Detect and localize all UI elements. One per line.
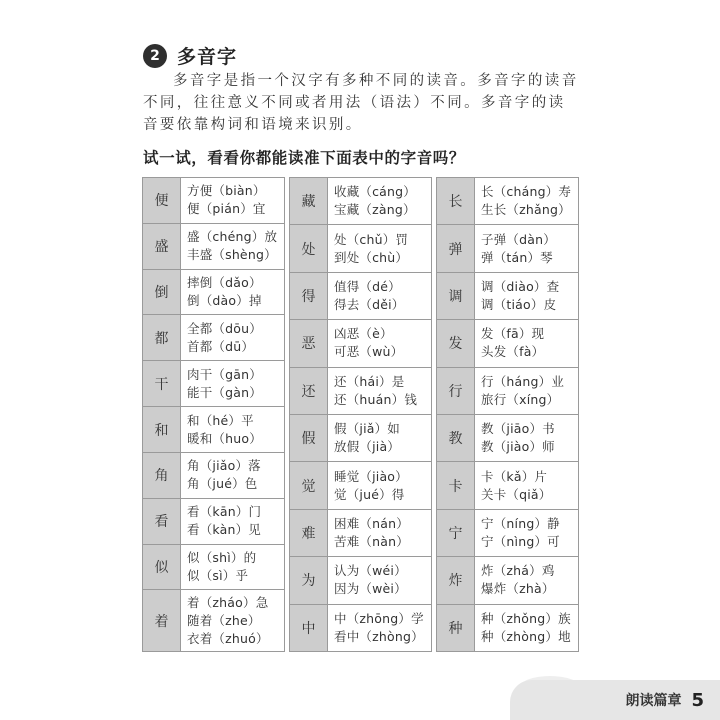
example-word: 首都（dū） [187,338,255,354]
example-word: 种（zhǒng）族 [481,610,571,626]
reading-examples [328,273,431,319]
example-word: 调（diào）查 [481,279,560,295]
example-word: 宁（nìng）可 [481,534,560,550]
reading-examples [475,225,578,271]
polyphone-character: 和 [143,407,181,452]
polyphone-character: 假 [290,415,328,461]
reading-examples [181,407,284,452]
reading-examples [328,415,431,461]
example-word: 教（jiào）师 [481,439,555,455]
table-row [290,368,431,415]
polyphone-character: 教 [437,415,475,461]
polyphone-character: 盛 [143,224,181,269]
polyphone-character: 藏 [290,178,328,224]
table-row [437,557,578,604]
example-word: 倒（dào）掉 [187,293,262,309]
table-column [289,177,432,652]
reading-examples [475,320,578,366]
example-word: 弹（tán）琴 [481,249,553,265]
example-word: 困难（nán） [334,516,409,532]
example-word: 肉干（gān） [187,366,262,382]
exercise-prompt: 试一试，看看你都能读准下面表中的字音吗？ [143,149,466,167]
example-word: 行（háng）业 [481,373,565,389]
example-word: 假（jiǎ）如 [334,421,401,437]
example-word: 卡（kǎ）片 [481,468,548,484]
table-row [290,462,431,509]
table-row [437,178,578,225]
polyphone-character: 恶 [290,320,328,366]
example-word: 生长（zhǎng） [481,202,571,218]
polyphone-character: 种 [437,605,475,651]
example-word: 爆炸（zhà） [481,581,555,597]
example-word: 苦难（nàn） [334,534,409,550]
table-row [143,545,284,591]
example-word: 还（huán）钱 [334,391,418,407]
polyphone-character: 行 [437,368,475,414]
example-word: 中（zhōng）学 [334,610,424,626]
reading-examples [475,415,578,461]
polyphone-character: 似 [143,545,181,590]
polyphone-character: 卡 [437,462,475,508]
example-word: 角（jiǎo）落 [187,458,261,474]
example-word: 还（hái）是 [334,373,405,389]
example-word: 摔倒（dǎo） [187,275,262,291]
reading-examples [181,315,284,360]
reading-examples [475,273,578,319]
example-word: 旅行（xíng） [481,391,560,407]
table-row [143,224,284,270]
reading-examples [328,178,431,224]
table-row [290,225,431,272]
polyphone-character: 便 [143,178,181,223]
table-row [290,273,431,320]
example-word: 看中（zhòng） [334,628,424,644]
table-row [143,178,284,224]
page-footer [510,680,720,720]
example-word: 和（hé）平 [187,412,254,428]
polyphone-character: 还 [290,368,328,414]
polyphone-character: 看 [143,499,181,544]
table-row [437,225,578,272]
table-row [143,270,284,316]
example-word: 值得（dé） [334,279,401,295]
reading-examples [181,590,284,651]
table-row [437,320,578,367]
table-column [436,177,579,652]
reading-examples [181,270,284,315]
example-word: 角（jué）色 [187,476,258,492]
table-row [290,178,431,225]
polyphone-character: 都 [143,315,181,360]
polyphone-character: 处 [290,225,328,271]
reading-examples [181,499,284,544]
example-word: 睡觉（jiào） [334,468,408,484]
example-word: 种（zhòng）地 [481,628,571,644]
polyphone-character: 角 [143,453,181,498]
example-word: 认为（wéi） [334,563,407,579]
example-word: 暖和（huo） [187,430,262,446]
example-word: 处（chǔ）罚 [334,231,409,247]
example-word: 调（tiáo）皮 [481,297,557,313]
polyphone-character: 着 [143,590,181,651]
example-word: 子弹（dàn） [481,231,556,247]
example-word: 觉（jué）得 [334,486,405,502]
example-word: 放假（jià） [334,439,401,455]
reading-examples [475,510,578,556]
example-word: 收藏（cáng） [334,184,416,200]
polyphone-character: 得 [290,273,328,319]
example-word: 长（cháng）寿 [481,184,572,200]
example-word: 关卡（qiǎ） [481,486,552,502]
table-row [437,510,578,557]
table-row [290,605,431,651]
example-word: 看（kàn）见 [187,522,262,538]
example-word: 看（kān）门 [187,504,262,520]
reading-examples [181,361,284,406]
example-word: 宝藏（zàng） [334,202,416,218]
polyphone-character: 倒 [143,270,181,315]
reading-examples [475,178,578,224]
table-row [437,415,578,462]
footer-section-label: 朗读篇章 [625,693,682,709]
reading-examples [328,225,431,271]
table-row [437,462,578,509]
table-row [143,453,284,499]
polyphone-character: 调 [437,273,475,319]
reading-examples [328,368,431,414]
table-row [290,415,431,462]
example-word: 方便（biàn） [187,183,266,199]
polyphone-character: 干 [143,361,181,406]
reading-examples [475,605,578,651]
table-row [290,557,431,604]
example-word: 衣着（zhuó） [187,630,269,646]
example-word: 似（shì）的 [187,550,257,566]
polyphone-character: 为 [290,557,328,603]
reading-examples [181,178,284,223]
reading-examples [181,453,284,498]
table-row [143,499,284,545]
table-column [142,177,285,652]
polyphone-character: 弹 [437,225,475,271]
example-word: 全都（dōu） [187,320,262,336]
polyphone-character: 难 [290,510,328,556]
reading-examples [328,320,431,366]
section-title: 多音字 [177,46,238,68]
example-word: 得去（děi） [334,297,405,313]
reading-examples [181,224,284,269]
example-word: 似（sì）乎 [187,568,249,584]
polyphone-character: 长 [437,178,475,224]
example-word: 因为（wèi） [334,581,407,597]
example-word: 炸（zhá）鸡 [481,563,555,579]
table-row [143,361,284,407]
reading-examples [328,510,431,556]
reading-examples [475,462,578,508]
example-word: 宁（níng）静 [481,516,560,532]
example-word: 头发（fà） [481,344,545,360]
polyphone-character: 宁 [437,510,475,556]
section-number-badge: 2 [143,44,167,68]
example-word: 着（zháo）急 [187,594,269,610]
page-number: 5 [691,689,704,711]
table-row [437,368,578,415]
intro-paragraph: 多音字是指一个汉字有多种不同的读音。多音字的读音不同，往往意义不同或者用法（语法）不同。多音字的读音要依靠构词和语境来识别。 [143,73,579,133]
example-word: 盛（chéng）放 [187,229,278,245]
reading-examples [181,545,284,590]
example-word: 凶恶（è） [334,326,393,342]
example-word: 可恶（wù） [334,344,404,360]
reading-examples [328,462,431,508]
reading-examples [475,368,578,414]
example-word: 到处（chù） [334,249,409,265]
table-row [290,320,431,367]
table-row [143,590,284,651]
table-row [437,273,578,320]
example-word: 随着（zhe） [187,612,261,628]
table-row [290,510,431,557]
reading-examples [475,557,578,603]
reading-examples [328,605,431,651]
polyphone-character: 中 [290,605,328,651]
example-word: 教（jiāo）书 [481,421,555,437]
example-word: 发（fā）现 [481,326,545,342]
example-word: 能干（gàn） [187,384,262,400]
table-row [143,407,284,453]
reading-examples [328,557,431,603]
polyphone-character: 炸 [437,557,475,603]
section-heading [143,42,237,69]
table-row [143,315,284,361]
polyphone-character: 发 [437,320,475,366]
example-word: 丰盛（shèng） [187,247,277,263]
example-word: 便（pián）宜 [187,201,266,217]
polyphone-table [142,177,579,652]
polyphone-character: 觉 [290,462,328,508]
table-row [437,605,578,651]
